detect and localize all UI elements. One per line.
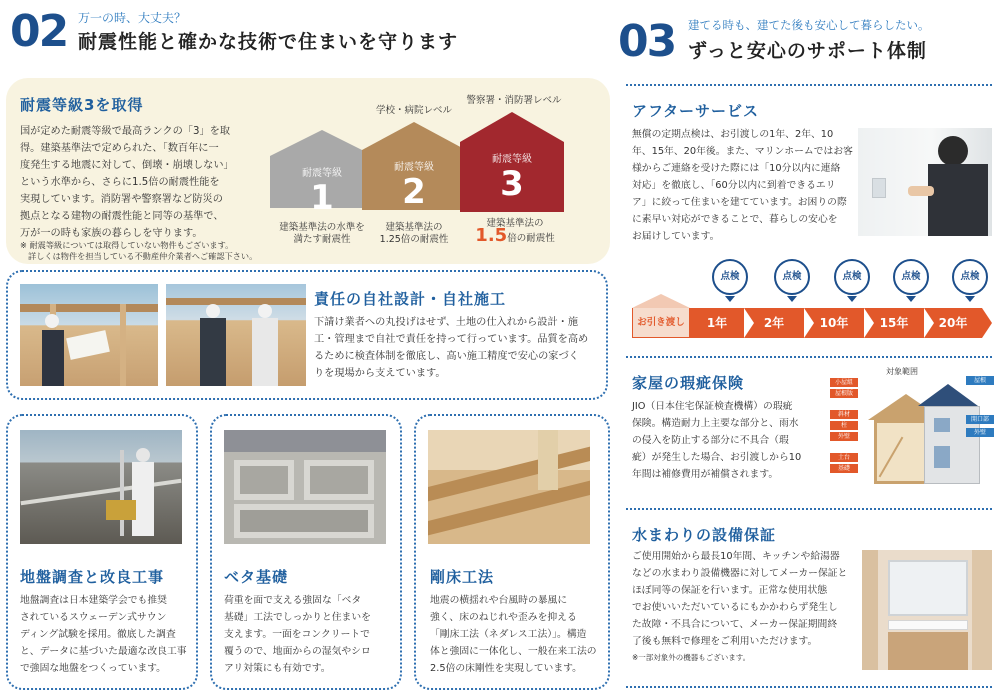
diagram-label-left: 斜材 [830, 410, 858, 419]
diagram-label-left: 小屋組 [830, 378, 858, 387]
water-note: ※一部対象外の機器もございます。 [632, 653, 751, 662]
card-floor-title: 剛床工法 [430, 568, 495, 586]
check-bubble-3: 点検 [834, 259, 870, 295]
level-3-caption-big: 1.5 [475, 225, 508, 246]
after-service-photo [858, 128, 992, 236]
warranty-body: JIO（日本住宅保証検査機構）の瑕疵 保険。構造耐力上主要な部分と、雨水 の侵入を防止する部分に不具合（瑕 疵）が発生した場合、お引渡しから10 年間は補修費用が補償されます。 [632, 401, 802, 480]
diagram-label-left: 土台 [830, 453, 858, 462]
level-3-caption: 建築基準法の 1.5倍の耐震性 [475, 218, 555, 246]
seismic-note: ※ 耐震等級については取得していない物件もございます。 詳しくは物件を担当している不動産仲介業者へご確認下さい。 [20, 240, 258, 261]
section-03-divider-3 [626, 508, 992, 510]
water-title: 水まわりの設備保証 [632, 526, 777, 544]
diagram-label-left: 柱 [830, 421, 858, 430]
house-level-3-icon: 耐震等級 3 [460, 112, 564, 212]
after-service-title: アフターサービス [632, 102, 759, 120]
level-1-caption: 建築基準法の水準を 満たす耐震性 [279, 222, 365, 245]
design-body: 下請け業者への丸投げはせず、土地の仕入れから設計・施 工・管理まで自社で責任を持って行っています。品質を高め るために検査体制を徹底し、高い施工精度で安心の家づく りを現場から支えています。 [314, 317, 589, 379]
floor-photo [428, 430, 590, 544]
warranty-title: 家屋の瑕疵保険 [632, 374, 745, 392]
check-pin-icon [965, 296, 975, 302]
timeline-step-1: 1年 [690, 308, 744, 338]
diagram-label-right: 開口部 [966, 415, 994, 424]
ground-survey-photo [20, 430, 182, 544]
card-floor-body: 地震の横揺れや台風時の暴風に 強く、床のねじれや歪みを抑える 「剛床工法（ネダレス工法）」。構造 体と強固に一体化し、一般在来工法の 2.5倍の床剛性を実現しています。 [430, 595, 597, 674]
level-2-caption: 建築基準法の 1.25倍の耐震性 [379, 222, 449, 245]
section-03-heading: ずっと安心のサポート体制 [688, 40, 927, 62]
check-bubble-1: 点検 [712, 259, 748, 295]
card-foundation-title: ベタ基礎 [224, 568, 289, 586]
check-pin-icon [725, 296, 735, 302]
card-ground-title: 地盤調査と改良工事 [20, 568, 165, 586]
diagram-label-left: 基礎 [830, 464, 858, 473]
timeline-separator [744, 308, 754, 338]
section-02-heading: 耐震性能と確かな技術で住まいを守ります [78, 31, 459, 53]
house-level-1-icon: 耐震等級 1 [270, 130, 374, 208]
level-3-top-label: 警察署・消防署レベル [466, 95, 562, 106]
timeline-arrow-end [982, 308, 992, 338]
check-bubble-5: 点検 [952, 259, 988, 295]
timeline-start-house: お引き渡し [632, 294, 690, 338]
diagram-label-right: 屋根 [966, 376, 994, 385]
section-03-subtitle: 建てる時も、建てた後も安心して暮らしたい。 [688, 18, 930, 32]
timeline-step-5: 20年 [924, 308, 982, 338]
diagram-label-left: 外壁 [830, 432, 858, 441]
diagram-label-left: 屋根版 [830, 389, 858, 398]
foundation-photo [224, 430, 386, 544]
coverage-diagram-title: 対象範囲 [886, 367, 918, 376]
design-title: 責任の自社設計・自社施工 [314, 290, 507, 308]
timeline-separator [804, 308, 814, 338]
section-02-subtitle: 万一の時、大丈夫？ [78, 11, 187, 25]
seismic-title: 耐震等級3を取得 [20, 96, 144, 114]
check-pin-icon [847, 296, 857, 302]
timeline-separator [864, 308, 874, 338]
section-03-divider-2 [626, 356, 992, 358]
card-foundation-body: 荷重を面で支える強固な「ベタ 基礎」工法でしっかりと住まいを 支えます。一面をコンクリートで 覆うので、地面からの湿気やシロ アリ対策にも有効です。 [224, 595, 371, 674]
seismic-body: 国が定めた耐震等級で最高ランクの「3」を取 得。建築基準法で定められた、「数百年に一 度発生する地震に対して、倒壊・崩壊しない」 という水準から、さらに1.5倍の耐震性能を 実現しています。消防署や警察署など防災の 拠点となる建物の耐震性能と同等の基準で、 万が一の時も家族の暮らしを守ります。 [20, 126, 234, 239]
after-service-body: 無償の定期点検は、お引渡しの1年、2年、10 年、15年、20年後。また、マリンホームではお客 様からご連絡を受けた際には「10分以内に連絡 対応」を徹底し、「60分以内に到着できるエリ ア」に絞って住まいを建てています。お困りの際 に素早い対応ができることで、暮らしの安心を お届けしています。 [632, 129, 853, 242]
section-03-number: 03 [618, 16, 676, 67]
timeline-step-3: 10年 [804, 308, 864, 338]
check-pin-icon [906, 296, 916, 302]
timeline-step-4: 15年 [864, 308, 924, 338]
section-02-number: 02 [10, 6, 68, 57]
card-ground-body: 地盤調査は日本建築学会でも推奨 されているスウェーデン式サウン ディング試験を採用。徹底した調査 と、データに基づいた最適な改良工事 で強固な地盤をつくっています。 [20, 595, 187, 674]
check-bubble-4: 点検 [893, 259, 929, 295]
timeline-separator [924, 308, 934, 338]
check-bubble-2: 点検 [774, 259, 810, 295]
coverage-diagram [830, 362, 996, 496]
construction-photo-1 [20, 284, 158, 386]
check-pin-icon [787, 296, 797, 302]
timeline-step-2: 2年 [744, 308, 804, 338]
washroom-photo [862, 550, 992, 670]
section-03-divider-top [626, 84, 992, 86]
construction-photo-2 [166, 284, 306, 386]
section-03-divider-bottom [626, 686, 992, 688]
diagram-label-right: 外壁 [966, 428, 994, 437]
water-body: ご使用開始から最長10年間、キッチンや給湯器 などの水まわり設備機器に対してメーカー保証と ほぼ同等の保証を行います。正常な使用状態 でお使いいただいているにもかかわらず発生し た故障・不具合について、メーカー保証期間終 了後も無料で修理をご利用いただけます。 [632, 551, 848, 647]
house-level-2-icon: 耐震等級 2 [362, 122, 466, 210]
level-2-top-label: 学校・病院レベル [375, 105, 452, 116]
